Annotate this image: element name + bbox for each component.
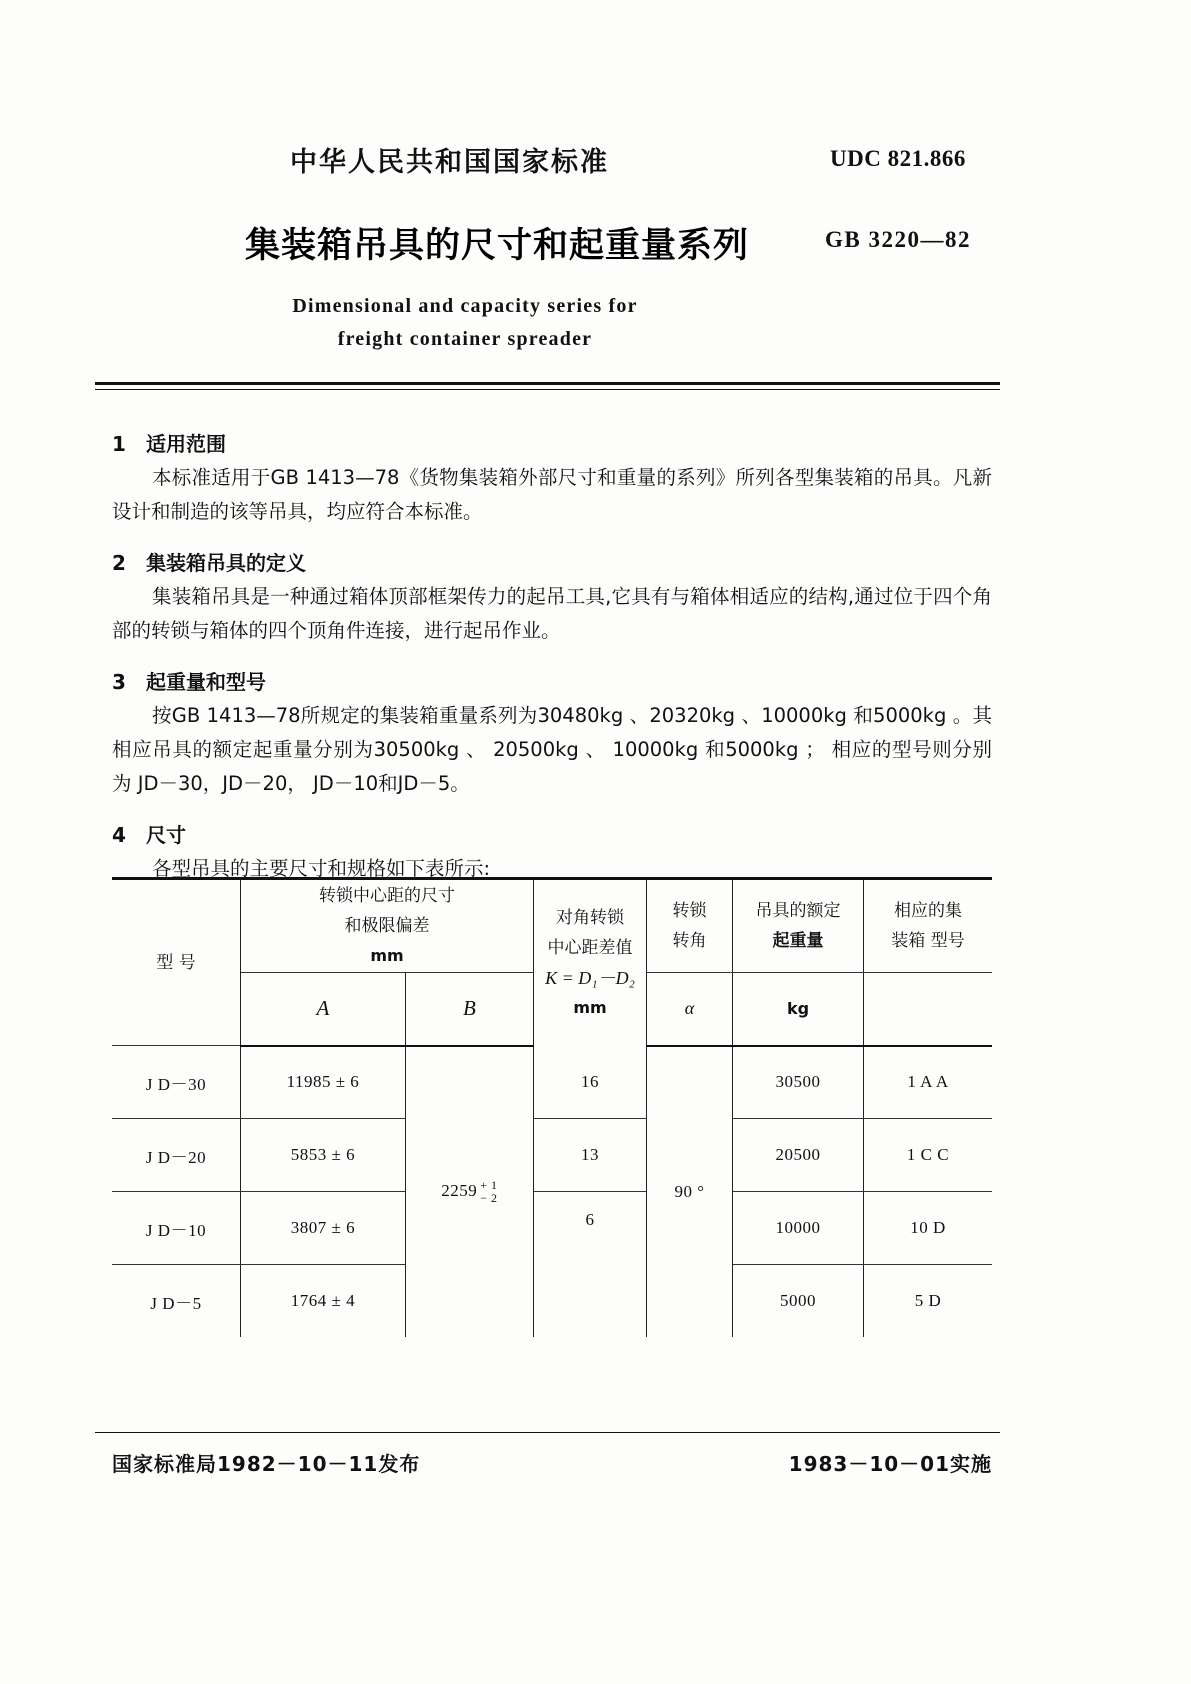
udc-code: UDC 821.866: [830, 146, 966, 171]
cell-container: 1 C C: [864, 1119, 993, 1192]
section-number-2: 2: [112, 551, 126, 575]
english-title-line1: Dimensional and capacity series for: [292, 295, 638, 317]
cell-a: 5853 ± 6: [241, 1119, 406, 1192]
header-container-spacer: [864, 972, 993, 1046]
section-title-1: 适用范围: [146, 432, 226, 456]
cell-capacity: 30500: [733, 1046, 864, 1119]
section-title-2: 集装箱吊具的定义: [146, 551, 306, 575]
section-paragraph-3: 按GB 1413—78所规定的集装箱重量系列为30480kg 、20320kg 、10000kg 和5000kg 。其相应吊具的额定起重量分别为30500kg 、 20500kg 、 10000kg 和5000kg ； 相应的型号则分别为 JD－30，JD－20， JD－10和JD－5。: [112, 704, 992, 795]
header-container-line2: 装箱 型号: [891, 930, 965, 951]
header-divider: [95, 382, 1000, 390]
header-row-title: [95, 218, 1095, 274]
cell-b-tol-minus: − 2: [480, 1190, 498, 1205]
section-heading-4: [112, 819, 992, 848]
header-diagonal-formula: K = D₁－D₂: [545, 967, 635, 988]
spec-table-container: [112, 877, 992, 1337]
header-diagonal-line2: 中心距差值: [547, 937, 633, 958]
cell-model: J D－30: [112, 1046, 241, 1119]
english-title: [95, 290, 835, 356]
section-paragraph-1: 本标准适用于GB 1413—78《货物集装箱外部尺寸和重量的系列》所列各型集装箱的吊具。凡新设计和制造的该等吊具，均应符合本标准。: [112, 466, 992, 523]
table-row: [112, 1192, 992, 1265]
footer-issue-date: 国家标准局1982－10－11发布: [112, 1452, 421, 1476]
document-header: [95, 140, 1095, 350]
section-paragraph-4: 各型吊具的主要尺寸和规格如下表所示:: [152, 857, 491, 880]
cell-b-value: 2259: [441, 1180, 478, 1200]
section-number-1: 1: [112, 432, 126, 456]
footer-effective-date: 1983－10－01实施: [788, 1452, 992, 1476]
cell-b-merged: [405, 1046, 533, 1338]
header-lock-spacing-line1: 转锁中心距的尺寸: [319, 885, 455, 906]
header-rotation-unit: α: [647, 972, 733, 1046]
table-header-row-1: [112, 879, 992, 973]
section-number-3: 3: [112, 670, 126, 694]
cell-k: 16: [534, 1046, 647, 1119]
header-container: [864, 879, 993, 973]
header-diagonal-line1: 对角转锁: [556, 907, 624, 928]
section-heading-1: [112, 428, 992, 457]
header-lock-spacing: [241, 879, 534, 973]
english-title-line2: freight container spreader: [337, 328, 593, 350]
cell-alpha-merged: 90 °: [647, 1046, 733, 1338]
header-lock-spacing-line2: 和极限偏差: [344, 915, 430, 936]
cell-k: 13: [534, 1119, 647, 1192]
header-rotation-line2: 转角: [672, 930, 707, 951]
cell-capacity: 20500: [733, 1119, 864, 1192]
cell-a: 3807 ± 6: [241, 1192, 406, 1265]
header-capacity-line2: 起重量: [772, 930, 824, 951]
section-title-3: 起重量和型号: [146, 670, 266, 694]
header-lock-spacing-unit: mm: [370, 945, 404, 965]
section-number-4: 4: [112, 823, 126, 847]
footer-divider: [95, 1432, 1000, 1433]
section-paragraph-2: 集装箱吊具是一种通过箱体顶部框架传力的起吊工具,它具有与箱体相适应的结构,通过位于四个角部的转锁与箱体的四个顶角件连接，进行起吊作业。: [112, 585, 992, 642]
national-standard-label: 中华人民共和国国家标准: [290, 147, 609, 178]
cell-capacity: 5000: [733, 1265, 864, 1338]
header-capacity: [733, 879, 864, 973]
page-title: 集装箱吊具的尺寸和起重量系列: [245, 226, 750, 266]
cell-k-merged: 6: [534, 1192, 647, 1338]
cell-a: 11985 ± 6: [241, 1046, 406, 1119]
standard-number: GB 3220—82: [825, 227, 971, 252]
cell-b-tol-plus: + 1: [480, 1177, 498, 1192]
header-diagonal-unit: mm: [573, 997, 607, 1017]
section-title-4: 尺寸: [146, 823, 186, 847]
section-heading-2: [112, 547, 992, 576]
cell-model: J D－10: [112, 1192, 241, 1265]
cell-b-tolerance: [480, 1179, 497, 1205]
cell-container: 5 D: [864, 1265, 993, 1338]
cell-container: 1 A A: [864, 1046, 993, 1119]
spec-table: [112, 877, 992, 1337]
header-diagonal: [534, 879, 647, 1046]
cell-container: 10 D: [864, 1192, 993, 1265]
table-row: [112, 1119, 992, 1192]
header-rotation-line1: 转锁: [672, 900, 707, 921]
header-row-top: [95, 140, 1095, 186]
header-col-a: A: [241, 972, 406, 1046]
table-row: [112, 1046, 992, 1119]
header-model: 型 号: [112, 879, 241, 1046]
cell-capacity: 10000: [733, 1192, 864, 1265]
cell-model: J D－20: [112, 1119, 241, 1192]
header-capacity-unit: kg: [733, 972, 864, 1046]
document-body: [112, 428, 992, 896]
header-capacity-line1: 吊具的额定: [755, 900, 841, 921]
header-container-line1: 相应的集: [894, 900, 962, 921]
header-rotation: [647, 879, 733, 973]
section-heading-3: [112, 666, 992, 695]
cell-model: J D－5: [112, 1265, 241, 1338]
document-footer: [112, 1448, 992, 1477]
cell-a: 1764 ± 4: [241, 1265, 406, 1338]
header-col-b: B: [405, 972, 533, 1046]
